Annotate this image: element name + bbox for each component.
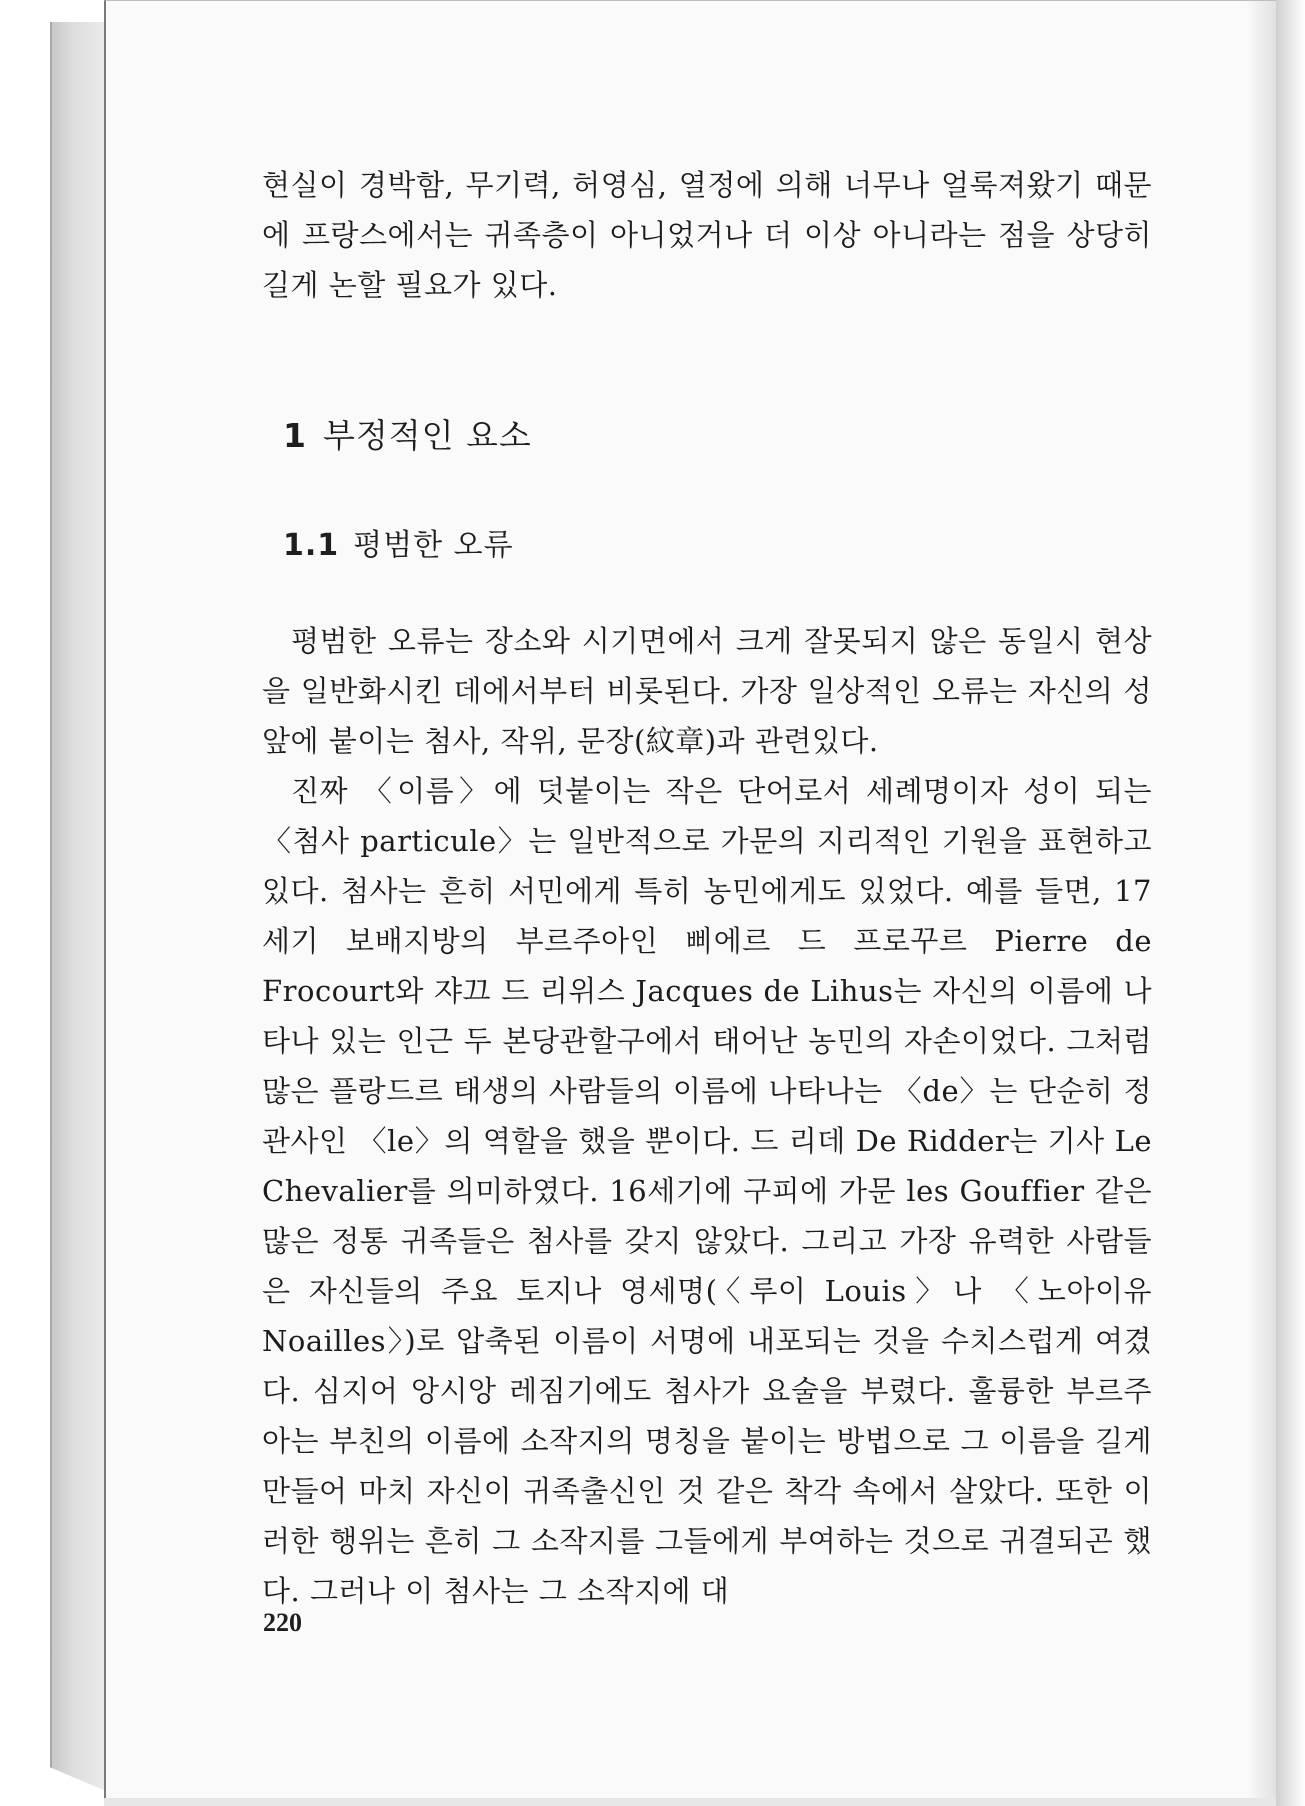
book-spine bbox=[50, 22, 108, 1792]
subsection-heading bbox=[283, 520, 514, 564]
subsection-number: 1.1 bbox=[283, 528, 340, 563]
subsection-title: 평범한 오류 bbox=[353, 528, 514, 563]
body-paragraph-1: 평범한 오류는 장소와 시기면에서 크게 잘못되지 않은 동일시 현상을 일반화시킨 데에서부터 비롯된다. 가장 일상적인 오류는 자신의 성 앞에 붙이는 첨사, 작위, 문장(紋章)과 관련있다. bbox=[262, 624, 1152, 758]
body-paragraph-2: 진짜 〈이름〉에 덧붙이는 작은 단어로서 세례명이자 성이 되는 〈첨사 particule〉는 일반적으로 가문의 지리적인 기원을 표현하고 있다. 첨사는 흔히 서민에게 특히 농민에게도 있었다. 예를 들면, 17세기 보배지방의 부르주아인 삐에르 드 프로꾸르 Pierre de Frocourt와 쟈끄 드 리위스 Jacques de Lihus는 자신의 이름에 나타나 있는 인근 두 본당관할구에서 태어난 농민의 자손이었다. 그처럼 많은 플랑드르 태생의 사람들의 이름에 나타나는 〈de〉는 단순히 정관사인 〈le〉의 역할을 했을 뿐이다. 드 리데 De Ridder는 기사 Le Chevalier를 의미하였다. 16세기에 구피에 가문 les Gouffier 같은 많은 정통 귀족들은 첨사를 갖지 않았다. 그리고 가장 유력한 사람들은 자신들의 주요 토지나 영세명(〈루이 Louis〉나 〈노아이유 Noailles〉)로 압축된 이름이 서명에 내포되는 것을 수치스럽게 여겼다. 심지어 앙시앙 레짐기에도 첨사가 요술을 부렸다. 훌륭한 부르주아는 부친의 이름에 소작지의 명칭을 붙이는 방법으로 그 이름을 길게 만들어 마치 자신이 귀족출신인 것 같은 착각 속에서 살았다. 또한 이러한 행위는 흔히 그 소작지를 그들에게 부여하는 것으로 귀결되곤 했다. 그러나 이 첨사는 그 소작지에 대 bbox=[262, 774, 1152, 1608]
page-right-edge bbox=[1276, 0, 1305, 1806]
section-title: 부정적인 요소 bbox=[322, 416, 532, 455]
intro-paragraph: 현실이 경박함, 무기력, 허영심, 열정에 의해 너무나 얼룩져왔기 때문에 프랑스에서는 귀족층이 아니었거나 더 이상 아니라는 점을 상당히 길게 논할 필요가 있다. bbox=[262, 168, 1152, 302]
intro-block bbox=[262, 160, 1152, 310]
page-number: 220 bbox=[263, 1608, 302, 1637]
body-text bbox=[262, 616, 1152, 1616]
section-heading bbox=[283, 410, 532, 457]
page-shadow bbox=[1246, 1, 1276, 1800]
section-number: 1 bbox=[283, 416, 307, 455]
page-bottom-edge bbox=[104, 1798, 1276, 1806]
